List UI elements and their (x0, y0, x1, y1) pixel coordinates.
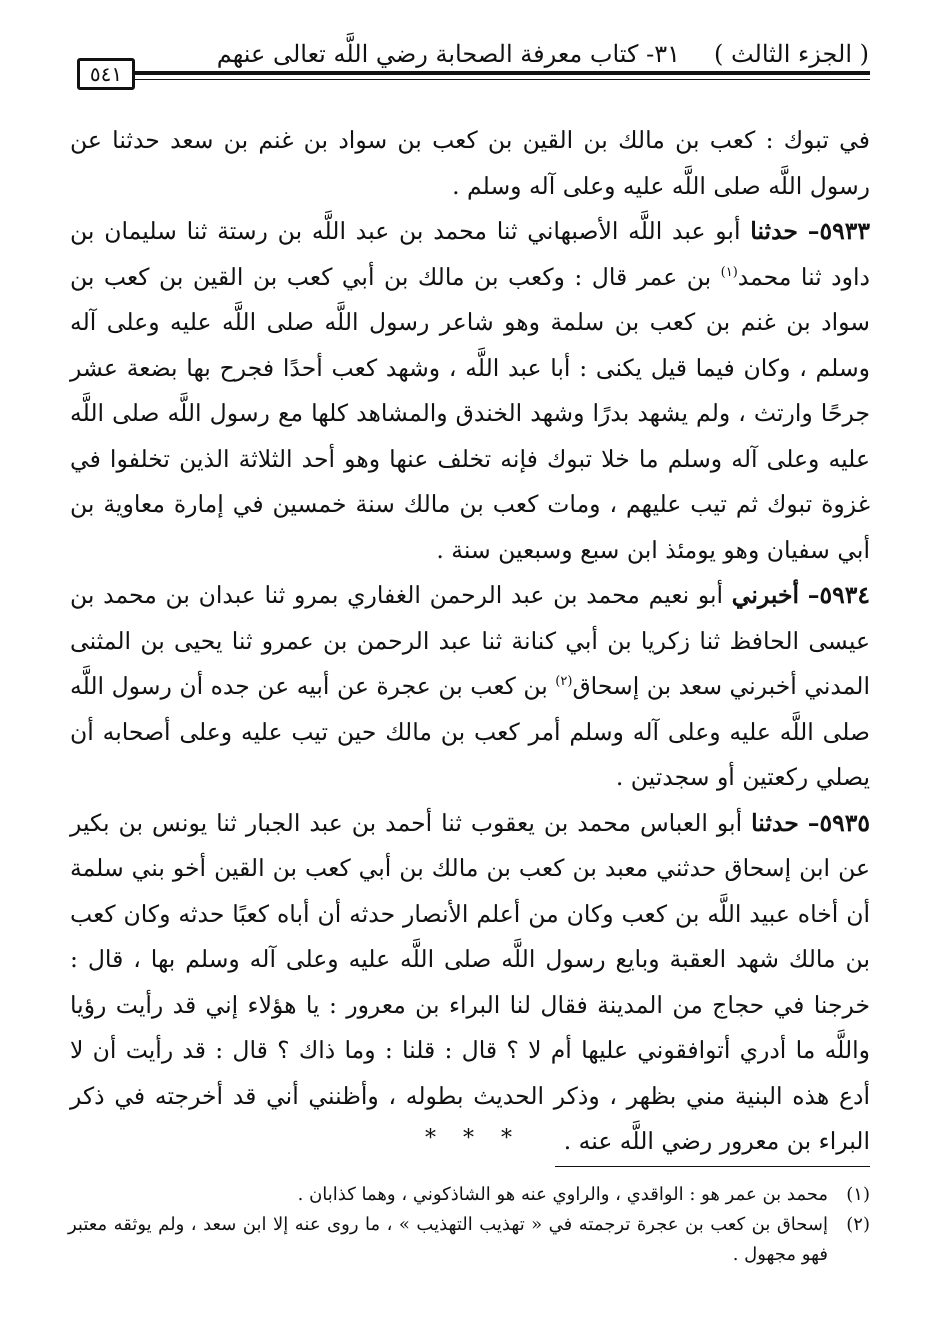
hadith-number: ٥٩٣٣– (807, 217, 870, 245)
hadith-verb: أخبرني (731, 581, 800, 609)
hadith-number: ٥٩٣٥– (807, 808, 870, 837)
hadith-text: أبو نعيم محمد بن عبد الرحمن الغفاري بمرو ثنا عبدان بن محمد بن عيسى الحافظ ثنا زكريا بن أبي كنانة ثنا عبد الرحمن بن عمرو ثنا يحيى بن المثنى المدني أخبرني سعد بن إسحاق (70, 581, 870, 700)
footnote-label: (٢) (846, 1214, 870, 1235)
hadith-text: بن عمر قال : وكعب بن مالك بن أبي كعب بن القين بن كعب بن سواد بن غنم بن كعب بن سلمة وهو شاعر رسول اللَّه صلى اللَّه عليه وعلى آله وسلم ، وكان فيما قيل يكنى : أبا عبد اللَّه ، وشهد كعب أحدًا فجرح بها بضعة عشر جرحًا وارتث ، ولم يشهد بدرًا وشهد الخندق والمشاهد كلها مع رسول اللَّه صلى اللَّه عليه وعلى آله وسلم ما خلا تبوك فإنه تخلف عنها وهو أحد الثلاثة الذين تخلفوا في غزوة تبوك ثم تيب عليهم ، ومات كعب بن مالك سنة خمسين في إمارة معاوية بن أبي سفيان وهو يومئذ ابن سبع وسبعين سنة . (70, 262, 870, 564)
hadith-text: بن كعب بن عجرة عن أبيه عن جده أن رسول اللَّه صلى اللَّه عليه وعلى آله وسلم أمر كعب بن مالك حين تيب عليه وعلى أصحابه أن يصلي ركعتين أو سجدتين . (70, 672, 870, 791)
footnote-ref[interactable]: (١) (720, 264, 738, 280)
page-number: ٥٤١ (77, 58, 135, 90)
header-rule-thick (135, 71, 870, 75)
section-separator: * * * (425, 1126, 522, 1151)
volume-label: ( الجزء الثالث ) (713, 40, 869, 68)
main-text (70, 118, 870, 1165)
hadith-text: أبو العباس محمد بن يعقوب ثنا أحمد بن عبد الجبار ثنا يونس بن بكير عن ابن إسحاق حدثني معبد بن كعب بن مالك بن أبي كعب بن القين أخو بني سلمة أن أخاه عبيد اللَّه بن كعب وكان من أعلم الأنصار حدثه أن أباه كعبًا حدثه وكان كعب بن مالك شهد العقبة وبايع رسول اللَّه صلى اللَّه عليه وعلى آله وسلم بها ، قال : خرجنا في حجاج من المدينة فقال لنا البراء بن معرور : يا هؤلاء إني قد رأيت رؤيا واللَّه ما أدري أتوافقوني عليها أم لا ؟ قال : قلنا : وما ذاك ؟ قال : قد رأيت أن لا أدع هذه البنية مني بظهر ، وذكر الحديث بطوله ، وأظنني أني قد أخرجته في ذكر البراء بن معرور رضي اللَّه عنه . (70, 808, 870, 1155)
hadith-paragraph (70, 801, 870, 1165)
hadith-text: أبو عبد اللَّه الأصبهاني ثنا محمد بن عبد اللَّه بن رستة ثنا سليمان بن داود ثنا محمد (70, 217, 870, 291)
footnote-text: محمد بن عمر هو : الواقدي ، والراوي عنه هو الشاذكوني ، وهما كذابان . (297, 1184, 828, 1205)
footnote-label: (١) (846, 1184, 870, 1205)
hadith-paragraph (70, 209, 870, 573)
header-rule-thin (135, 79, 870, 80)
footnote-ref[interactable]: (٢) (555, 674, 573, 690)
chapter-title: ٣١- كتاب معرفة الصحابة رضي اللَّه تعالى عنهم (216, 40, 680, 68)
intro-paragraph: في تبوك : كعب بن مالك بن القين بن كعب بن سواد بن غنم بن سعد حدثنا عن رسول اللَّه صلى اللَّه عليه وعلى آله وسلم . (70, 126, 870, 200)
hadith-paragraph (70, 573, 870, 801)
footnote-rule (555, 1166, 870, 1167)
footnote (68, 1210, 870, 1270)
hadith-number: ٥٩٣٤– (807, 581, 870, 609)
hadith-verb: حدثنا (750, 217, 798, 245)
footnote-text: إسحاق بن كعب بن عجرة ترجمته في « تهذيب التهذيب » ، ما روى عنه إلا ابن سعد ، ولم يوثقه معتبر فهو مجهول . (68, 1214, 828, 1265)
footnote (68, 1180, 870, 1210)
footnotes (68, 1180, 870, 1270)
hadith-verb: حدثنا (751, 808, 799, 837)
